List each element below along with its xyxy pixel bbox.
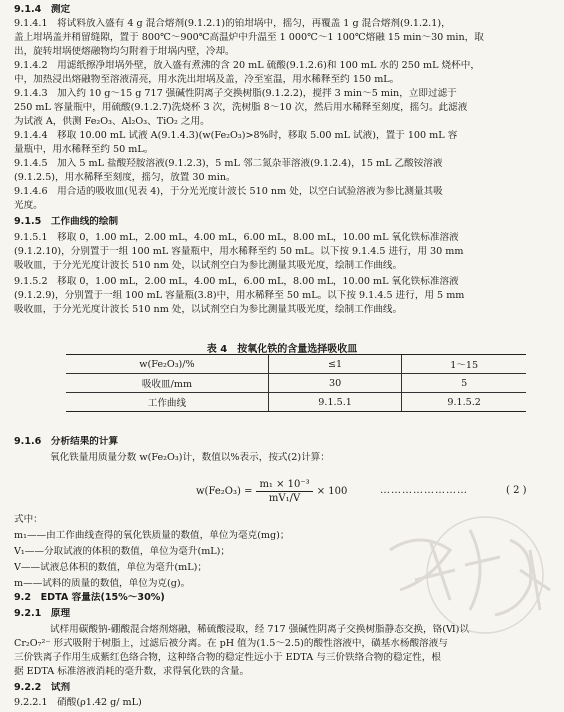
text-line: 9.1.5.2 移取 0，1.00 mL，2.00 mL，4.00 mL，6.00 mL，8.00 mL，10.00 mL 氧化铁标准溶液	[14, 276, 459, 287]
text-line: Cr₂O₇²⁻ 形式吸附于树脂上，过滤后被分离。在 pH 值为(1.5～2.5)的酸性溶液中，磺基水杨酸溶液与	[14, 638, 448, 649]
text-line: 据 EDTA 标准溶液消耗的毫升数，求得氧化铁的含量。	[14, 666, 250, 677]
text-line: 量瓶中，用水稀释至约 50 mL。	[14, 144, 154, 155]
text-line: 9.1.5.1 移取 0，1.00 mL，2.00 mL，4.00 mL，6.00 mL，8.00 mL，10.00 mL 氧化铁标准溶液	[14, 232, 459, 243]
formula-tail: × 100	[316, 486, 348, 497]
table-cell: ≤1	[268, 355, 401, 374]
text-line: 9.1.4.1 将试料放入盛有 4 g 混合熔剂(9.1.2.1)的铂坩埚中，摇匀，再覆盖 1 g 混合熔剂(9.1.2.1)，	[14, 18, 451, 29]
table-row	[66, 355, 526, 374]
text-line: 9.1.4.2 用滤纸擦净坩埚外壁，放入盛有煮沸的含 20 mL 硫酸(9.1.2.6)和 100 mL 水的 250 mL 烧杯中，	[14, 60, 480, 71]
text-line: V——试液总体积的数值，单位为毫升(mL)；	[14, 562, 207, 573]
text-line: 9.1.4.3 加入约 10 g～15 g 717 强碱性阴离子交换树脂(9.1.2.2)，搅拌 3 min～5 min，立即过滤于	[14, 88, 457, 99]
text-line: 250 mL 容量瓶中，用硫酸(9.1.2.7)洗烧杯 3 次，洗树脂 8～10 次，然后用水稀释至刻度，摇匀。此滤液	[14, 102, 468, 113]
table-cell: 工作曲线	[66, 393, 268, 412]
table-caption: 表 4 按氧化铁的含量选择吸收皿	[206, 344, 358, 355]
text-line: 盖上坩埚盖并稍留缝隙，置于 800℃～900℃高温炉中升温至 1 000℃～1 100℃熔融 15 min～30 min，取	[14, 32, 484, 43]
formula-denominator: mV₁/V	[268, 493, 301, 504]
table-cell: 1～15	[402, 355, 526, 374]
equation-number: ( 2 )	[506, 485, 527, 496]
text-line: 9.1.4.5 加入 5 mL 盐酸羟胺溶液(9.1.2.3)，5 mL 邻二氮杂菲溶液(9.1.2.4)，15 mL 乙酸铵溶液	[14, 158, 443, 169]
text-line: 为试液 A，供测 Fe₂O₃、Al₂O₃、TiO₂ 之用。	[14, 116, 210, 127]
table-cell: 吸收皿/mm	[66, 374, 268, 393]
absorption-cell-table	[66, 354, 526, 412]
section-heading: 9.1.5 工作曲线的绘制	[14, 216, 119, 227]
table-cell: 9.1.5.2	[402, 393, 526, 412]
text-line: m₁——由工作曲线查得的氧化铁质量的数值，单位为毫克(mg)；	[14, 530, 290, 541]
text-line: 出，旋转坩埚使熔融物均匀附着于坩埚内壁，冷却。	[14, 46, 235, 57]
text-line: 式中：	[14, 514, 43, 525]
section-heading: 9.2.1 原理	[14, 608, 71, 619]
table-row	[66, 374, 526, 393]
formula-2	[196, 478, 347, 505]
section-heading: 9.2 EDTA 容量法(15%～30%)	[14, 592, 165, 603]
text-line: 9.1.4.6 用合适的吸收皿(见表 4)，于分光光度计波长 510 nm 处，以空白试验溶液为参比测量其吸	[14, 186, 443, 197]
text-line: 三价铁离子作用生成紫红色络合物，这种络合物的稳定性远小于 EDTA 与三价铁络合物的稳定性，根	[14, 652, 441, 663]
table-cell: 30	[268, 374, 401, 393]
table-cell: 9.1.5.1	[268, 393, 401, 412]
formula-lhs: w(Fe₂O₃) =	[196, 486, 253, 497]
formula-leader-dots: ……………………	[380, 485, 468, 496]
text-line: 9.2.2.1 硝酸(ρ1.42 g/ mL)	[14, 697, 142, 708]
formula-fraction	[256, 478, 312, 505]
table-row	[66, 393, 526, 412]
text-line: (9.1.2.5)，用水稀释至刻度，摇匀，放置 30 min。	[14, 172, 236, 183]
text-line: 中，加热浸出熔融物至溶液清亮，用水洗出坩埚及盖，冷至室温，用水稀释至约 150 mL。	[14, 74, 400, 85]
text-line: 吸收皿，于分光光度计波长 510 nm 处，以试剂空白为参比测量其吸光度，绘制工作曲线。	[14, 260, 403, 271]
table-cell: w(Fe₂O₃)/%	[66, 355, 268, 374]
section-heading: 9.1.6 分析结果的计算	[14, 436, 119, 447]
text-line: (9.1.2.9)，分别置于一组 100 mL 容量瓶(3.8)中，用水稀释至 50 mL。以下按 9.1.4.5 进行，用 5 mm	[14, 290, 465, 301]
section-heading: 9.1.4 测定	[14, 4, 71, 15]
text-line: (9.1.2.10)，分别置于一组 100 mL 容量瓶中，用水稀释至约 50 mL。以下按 9.1.4.5 进行，用 30 mm	[14, 246, 464, 257]
table-cell: 5	[402, 374, 526, 393]
text-line: V₁——分取试液的体积的数值，单位为毫升(mL)；	[14, 546, 231, 557]
section-heading: 9.2.2 试剂	[14, 682, 71, 693]
text-line: 9.1.4.4 移取 10.00 mL 试液 A(9.1.4.3)(w(Fe₂O₃)>8%时，移取 5.00 mL 试液)，置于 100 mL 容	[14, 130, 458, 141]
text-line: 氧化铁量用质量分数 w(Fe₂O₃)计，数值以%表示，按式(2)计算：	[50, 452, 330, 463]
formula-numerator: m₁ × 10⁻³	[256, 478, 312, 492]
text-line: m——试料的质量的数值，单位为克(g)。	[14, 578, 191, 589]
text-line: 吸收皿，于分光光度计波长 510 nm 处，以试剂空白为参比测量其吸光度，绘制工作曲线。	[14, 304, 403, 315]
text-line: 光度。	[14, 200, 43, 211]
text-line: 试样用碳酸钠-硼酸混合熔剂熔融，稀硫酸浸取，经 717 强碱性阴离子交换树脂静态交换，铬(Ⅵ)以	[50, 624, 469, 635]
